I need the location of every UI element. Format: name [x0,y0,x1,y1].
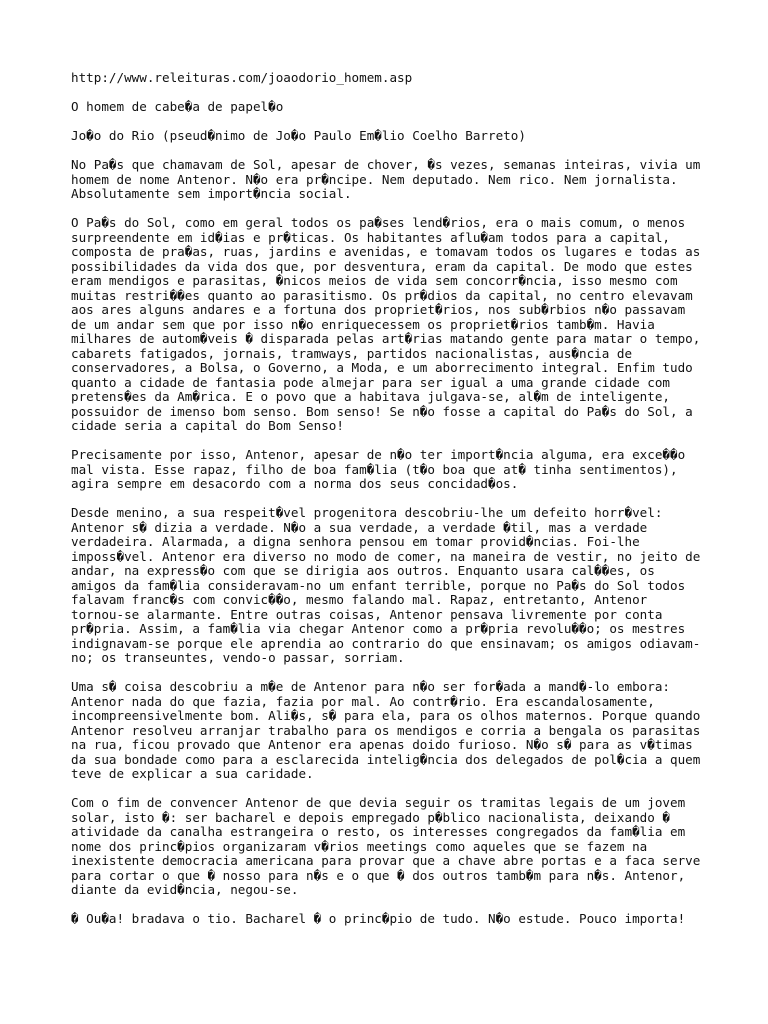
paragraph-3: Precisamente por isso, Antenor, apesar de n�o ter import�ncia alguma, era exce��o mal vista. Esse rapaz, filho de boa fam�lia (t�o boa que at� tinha sentimentos), agira sempre em desacordo com a norma dos seus concidad�os. [71,447,686,491]
source-url: http://www.releituras.com/joaodorio_homem.asp [71,70,413,85]
document-author: Jo�o do Rio (pseud�nimo de Jo�o Paulo Em�lio Coelho Barreto) [71,128,526,143]
paragraph-5: Uma s� coisa descobriu a m�e de Antenor para n�o ser for�ada a mand�-lo embora: Antenor nada do que fazia, fazia por mal. Ao contr�rio. Era escandalosamente, incompreensivelmente bom. Ali�s, s� para ela, para os olhos maternos. Porque quando Antenor resolveu arranjar trabalho para os mendigos e corria a bengala os parasitas na rua, ficou provado que Antenor era apenas doido furioso. N�o s� para as v�timas da sua bondade como para a esclarecida intelig�ncia dos delegados de pol�cia a quem teve de explicar a sua caridade. [71,679,701,781]
paragraph-1: No Pa�s que chamavam de Sol, apesar de chover, �s vezes, semanas inteiras, vivia um homem de nome Antenor. N�o era pr�ncipe. Nem deputado. Nem rico. Nem jornalista. Absolutamente sem import�ncia social. [71,157,701,201]
paragraph-6: Com o fim de convencer Antenor de que devia seguir os tramitas legais de um jovem solar, isto �: ser bacharel e depois empregado p�blico nacionalista, deixando � atividade da canalha estrangeira o resto, os interesses congregados da fam�lia em nome dos princ�pios organizaram v�rios meetings como aqueles que se fazem na inexistente democracia americana para provar que a chave abre portas e a faca serve para cortar o que � nosso para n�s e o que � dos outros tamb�m para n�s. Antenor, diante da evid�ncia, negou-se. [71,795,701,897]
paragraph-2: O Pa�s do Sol, como em geral todos os pa�ses lend�rios, era o mais comum, o menos surpreendente em id�ias e pr�ticas. Os habitantes aflu�am todos para a capital, composta de pra�as, ruas, jardins e avenidas, e tomavam todos os lugares e todas as possibilidades da vida dos que, por desventura, eram da capital. De modo que estes eram mendigos e parasitas, �nicos meios de vida sem concorr�ncia, isso mesmo com muitas restri��es quanto ao parasitismo. Os pr�dios da capital, no centro elevavam aos ares alguns andares e a fortuna dos propriet�rios, nos sub�rbios n�o passavam de um andar sem que por isso n�o enriquecessem os propriet�rios tamb�m. Havia milhares de autom�veis � disparada pelas art�rias matando gente para matar o tempo, cabarets fatigados, jornais, tramways, partidos nacionalistas, aus�ncia de conservadores, a Bolsa, o Governo, a Moda, e um aborrecimento integral. Enfim tudo quanto a cidade de fantasia pode almejar para ser igual a uma grande cidade com pretens�es da Am�rica. E o povo que a habitava julgava-se, al�m de inteligente, possuidor de imenso bom senso. Bom senso! Se n�o fosse a capital do Pa�s do Sol, a cidade seria a capital do Bom Senso! [71,215,701,433]
document-page [71,71,711,941]
paragraph-7: � Ou�a! bradava o tio. Bacharel � o princ�pio de tudo. N�o estude. Pouco importa! [71,911,686,926]
paragraph-4: Desde menino, a sua respeit�vel progenitora descobriu-lhe um defeito horr�vel: Antenor s� dizia a verdade. N�o a sua verdade, a verdade �til, mas a verdade verdadeira. Alarmada, a digna senhora pensou em tomar provid�ncias. Foi-lhe imposs�vel. Antenor era diverso no modo de comer, na maneira de vestir, no jeito de andar, na express�o com que se dirigia aos outros. Enquanto usara cal��es, os amigos da fam�lia consideravam-no um enfant terrible, porque no Pa�s do Sol todos falavam franc�s com convic��o, mesmo falando mal. Rapaz, entretanto, Antenor tornou-se alarmante. Entre outras coisas, Antenor pensava livremente por conta pr�pria. Assim, a fam�lia via chegar Antenor como a pr�pria revolu��o; os mestres indignavam-se porque ele aprendia ao contrario do que ensinavam; os amigos odiavam- no; os transeuntes, vendo-o passar, sorriam. [71,505,701,665]
document-title: O homem de cabe�a de papel�o [71,99,284,114]
